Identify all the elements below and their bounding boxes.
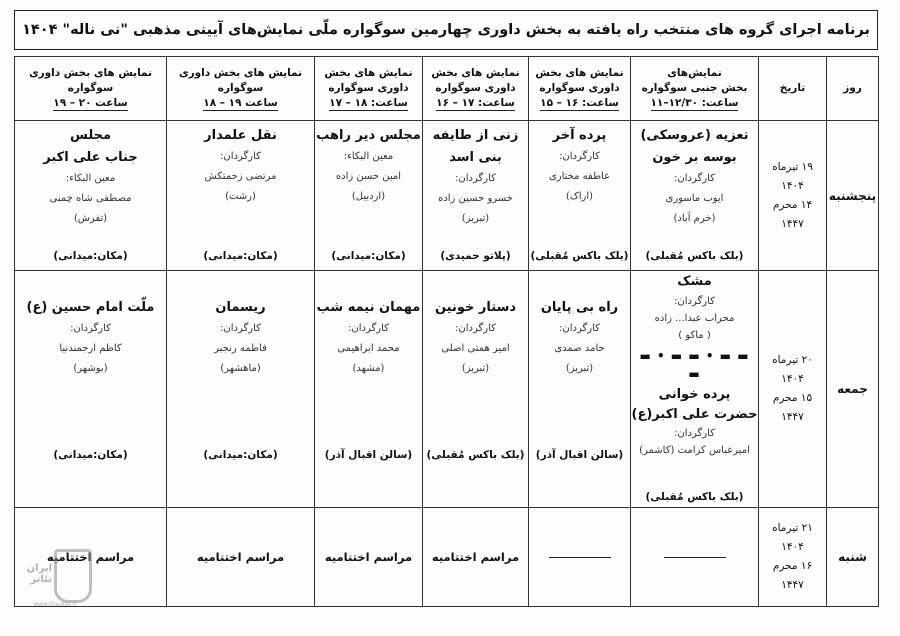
city: (بوشهر): [73, 363, 108, 374]
header-time: ساعت: ۱۶ – ۱۵: [540, 97, 619, 109]
header-line: داوری سوگواره: [328, 82, 409, 94]
header-row: [15, 57, 879, 121]
title-line: مشک: [677, 274, 712, 289]
header-time: ساعت ۲۰ – ۱۹: [53, 97, 128, 109]
day-cell: جمعه: [827, 271, 879, 508]
performance-cell: [631, 121, 759, 271]
director-name: فاطمه رنجبر: [214, 343, 267, 354]
title-line: نقل علمدار: [204, 128, 277, 143]
header-col-3: [423, 57, 529, 121]
header-col-2: [529, 57, 631, 121]
venue: (مکان:میدانی): [53, 449, 128, 461]
venue: (مکان:میدانی): [203, 250, 278, 262]
performance-cell: [529, 121, 631, 271]
venue: (سالن اقبال آذر): [324, 449, 413, 461]
row-saturday: [15, 508, 879, 607]
director-label: معین البکاء:: [343, 151, 394, 162]
closing-ceremony: مراسم اختتامیه: [167, 508, 315, 607]
director-label: کارگردان:: [348, 323, 389, 334]
performance-title: [15, 121, 166, 169]
director-name: خسرو حسین زاده: [438, 193, 513, 204]
header-line: سوگواره: [217, 82, 264, 94]
performance-title: [167, 271, 314, 319]
title-line: مجلس: [69, 128, 112, 143]
title-line: پرده خوانی: [658, 387, 731, 402]
title-line: دستار خونین: [434, 300, 517, 315]
director-name: مصطفی شاه چمنی: [49, 193, 132, 204]
header-line: نمایش‌های: [667, 67, 722, 79]
director-name: مرتضی زحمتکش: [204, 171, 277, 182]
date-line: ۲۱ تیرماه: [772, 522, 813, 534]
header-date: تاریخ: [759, 57, 827, 121]
city: (خرم آباد): [673, 213, 716, 224]
city: (مشهد): [352, 363, 385, 374]
title-line: بوسه بر خون: [652, 150, 737, 165]
theater-logo-icon: [54, 549, 92, 603]
header-line: نمایش های بخش داوری: [178, 67, 303, 79]
venue: (پلاتو حمیدی): [440, 250, 511, 262]
title-line: ریسمان: [215, 300, 266, 315]
header-time: ساعت: ۱۸ – ۱۷: [329, 97, 408, 109]
header-line: نمایش های بخش: [535, 67, 624, 79]
page-title: [14, 10, 878, 50]
day-cell: پنجشنبه: [827, 121, 879, 271]
city: (رشت): [225, 191, 256, 202]
title-line: بنی اسد: [449, 150, 502, 165]
city: (ماهشهر): [220, 363, 261, 374]
title-line: راه بی پایان: [540, 300, 619, 315]
date-cell: [759, 508, 827, 607]
director-label: کارگردان:: [674, 428, 715, 439]
performance-cell: [315, 271, 423, 508]
title-line: جناب علی اکبر: [43, 150, 138, 165]
title-line: پرده آخر: [552, 128, 607, 143]
date-line: ۲۰ تیرماه: [772, 354, 813, 366]
performance-cell: [315, 121, 423, 271]
row-friday: [15, 271, 879, 508]
director-label: کارگردان:: [220, 323, 261, 334]
date-line: ۱۴ محرم: [772, 198, 813, 211]
city: (اراک): [565, 191, 594, 202]
date-line: ۱۵ محرم: [772, 392, 813, 404]
venue: (بلک باکس مُقبلی): [530, 250, 629, 262]
director-name: امین حسن زاده: [335, 171, 402, 182]
title-line: مهمان نیمه شب: [316, 300, 421, 315]
title-line: ملّت امام حسین (ع): [26, 300, 155, 315]
header-col-5: [167, 57, 315, 121]
title-text: برنامه اجرای گروه های منتخب راه یافته به بخش داوری چهارمین سوگواره ملّی نمایش‌های آیینی مذهبی "نی ناله" ۱۴۰۴: [22, 22, 870, 38]
watermark-logo: [10, 545, 105, 615]
title-line: زنی از طایفه: [432, 128, 519, 143]
header-line: سوگواره: [67, 82, 114, 94]
venue: (بلک باکس مُقبلی): [645, 491, 744, 503]
header-line: داوری سوگواره: [435, 82, 516, 94]
director-label: کارگردان:: [455, 323, 496, 334]
closing-ceremony: مراسم اختتامیه: [423, 508, 529, 607]
performance-title: [529, 271, 630, 319]
date-line: ۱۴۰۴: [781, 541, 804, 553]
header-line: داوری سوگواره: [539, 82, 620, 94]
director-name: ایوب ماسوری: [665, 193, 724, 204]
header-col-6: [15, 57, 167, 121]
performance-cell: [167, 271, 315, 508]
city: ( ماکو ): [678, 330, 711, 341]
watermark-text: ایران تئاتر: [26, 563, 52, 585]
header-time: ساعت ۱۹ – ۱۸: [203, 97, 278, 109]
header-time: ساعت: ۱۲/۳۰–۱۱: [650, 97, 739, 109]
director-name: محراب عبدا... زاده: [654, 313, 735, 324]
performance-title: [423, 121, 528, 169]
director-name: حامد صمدی: [554, 343, 605, 354]
title-line: تعزیه (عروسکی): [640, 128, 749, 143]
performance-title: [315, 121, 422, 147]
director-label: کارگردان:: [455, 173, 496, 184]
performance-cell: [167, 121, 315, 271]
header-line: نمایش های بخش: [431, 67, 520, 79]
city: (اردبیل): [351, 191, 386, 202]
venue: (مکان:میدانی): [331, 250, 406, 262]
title-line: مجلس دیر راهب: [316, 128, 421, 143]
director-label: کارگردان:: [674, 296, 715, 307]
date-line: ۱۹ تیرماه: [772, 160, 813, 173]
director-name: محمد ابراهیمی: [337, 343, 400, 354]
director-name: امیر همتی اصلی: [441, 343, 510, 354]
dash-line: [664, 557, 726, 558]
performance-cell: [423, 121, 529, 271]
empty-cell: [631, 508, 759, 607]
venue: (مکان:میدانی): [53, 250, 128, 262]
performance-title: [315, 271, 422, 319]
performance-cell: [15, 121, 167, 271]
date-cell: [759, 121, 827, 271]
watermark-url: www.theater.ir: [33, 601, 77, 608]
director-label: کارگردان:: [674, 173, 715, 184]
date-line: ۱۴۴۷: [781, 579, 804, 591]
director-label: کارگردان:: [220, 151, 261, 162]
director-name: عاطفه مختاری: [548, 171, 611, 182]
performance-title: [15, 271, 166, 319]
date-line: ۱۴۰۴: [781, 179, 804, 192]
performance-cell: [423, 271, 529, 508]
header-line: نمایش های بخش داوری: [28, 67, 153, 79]
performance-title: [167, 121, 314, 147]
city: (تبریز): [461, 363, 490, 374]
closing-ceremony: مراسم اختتامیه: [315, 508, 423, 607]
performance-title: [423, 271, 528, 319]
director-label: کارگردان:: [559, 323, 600, 334]
performance-cell: [15, 271, 167, 508]
schedule-table: [14, 56, 879, 607]
title-line: حضرت علی اکبر(ع): [631, 407, 758, 422]
city: (تبریز): [565, 363, 594, 374]
performance-title: [631, 385, 758, 425]
venue: (بلک باکس مُقبلی): [645, 250, 744, 262]
date-cell: [759, 271, 827, 508]
director-label: کارگردان:: [70, 323, 111, 334]
header-col-4: [315, 57, 423, 121]
header-day: روز: [827, 57, 879, 121]
date-line: ۱۶ محرم: [772, 560, 813, 572]
dash-line: [549, 557, 611, 558]
performance-cell-double: [631, 271, 759, 508]
director-name: کاظم ارجمندنیا: [59, 343, 122, 354]
performance-title: [529, 121, 630, 147]
director-label: کارگردان:: [559, 151, 600, 162]
header-time: ساعت: ۱۷ – ۱۶: [436, 97, 515, 109]
director-name: امیرعباس کرامت (کاشمر): [639, 445, 750, 456]
city: (تبریز): [461, 213, 490, 224]
performance-title: [631, 121, 758, 169]
header-line: بخش جنبی سوگواره: [641, 82, 748, 94]
row-thursday: [15, 121, 879, 271]
date-line: ۱۴۰۴: [781, 373, 804, 385]
performance-title: [631, 271, 758, 293]
director-label: معین البکاء:: [65, 173, 116, 184]
venue: (مکان:میدانی): [203, 449, 278, 461]
header-col-1: [631, 57, 759, 121]
date-line: ۱۴۴۷: [781, 217, 804, 230]
venue: (سالن اقبال آذر): [535, 449, 624, 461]
header-line: نمایش های بخش: [324, 67, 413, 79]
empty-cell: [529, 508, 631, 607]
closing-ceremony: مراسم اختتامیه: [15, 508, 167, 607]
venue: (بلک باکس مُقبلی): [426, 449, 525, 461]
separator: ▬ ▬ • ▬ ▬ • ▬ ▬: [639, 349, 750, 381]
performance-cell: [529, 271, 631, 508]
city: (تفرش): [73, 213, 108, 224]
day-cell: شنبه: [827, 508, 879, 607]
date-line: ۱۴۴۷: [781, 411, 804, 423]
